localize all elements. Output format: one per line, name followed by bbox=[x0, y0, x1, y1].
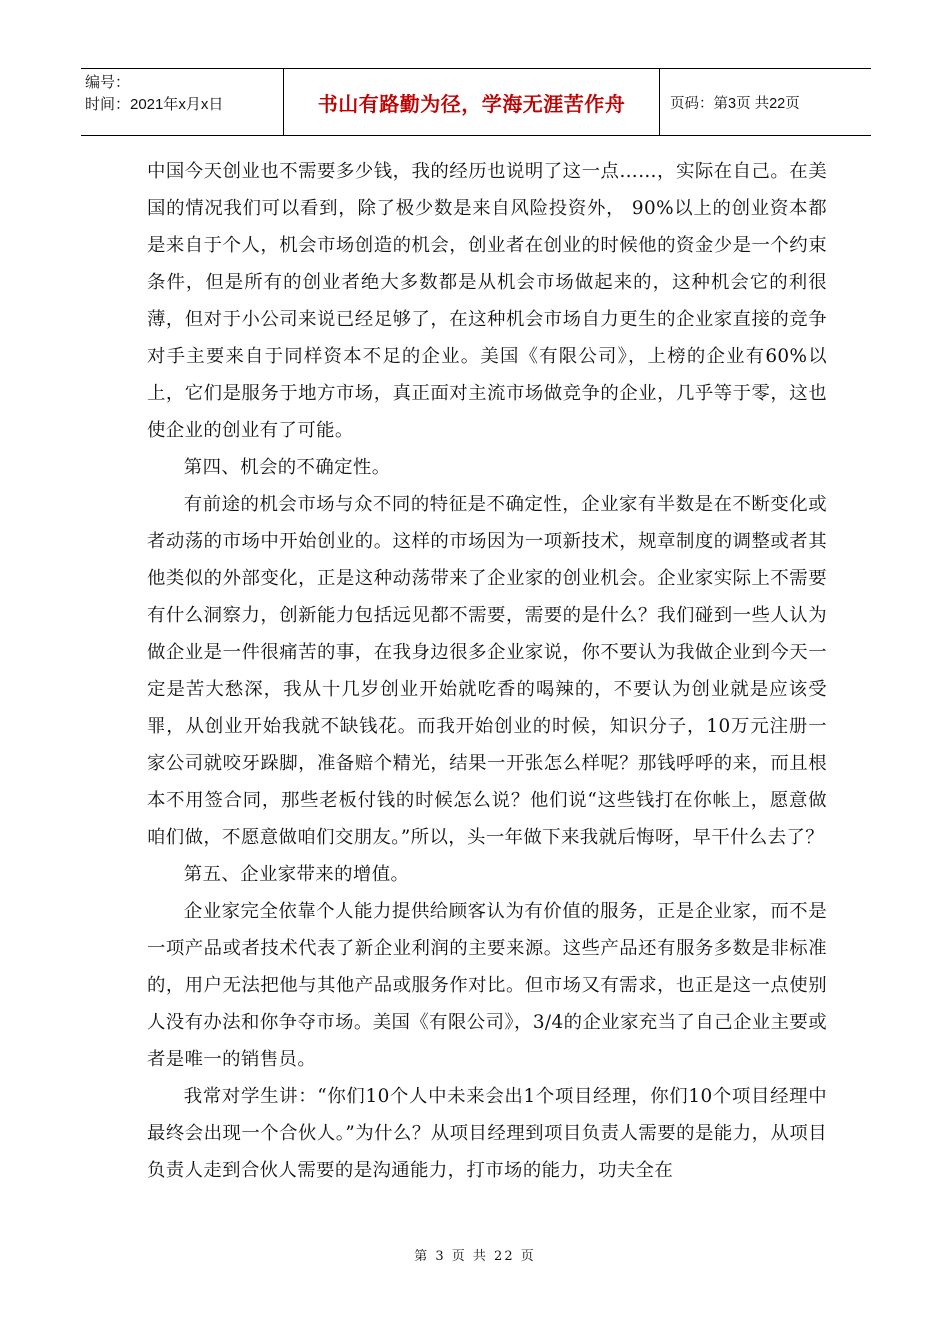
document-date: 时间：2021年x月x日 bbox=[85, 96, 224, 113]
header-motto: 书山有路勤为径，学海无涯苦作舟 bbox=[317, 91, 626, 116]
body-paragraph: 有前途的机会市场与众不同的特征是不确定性，企业家有半数是在不断变化或者动荡的市场中开始创业的。这样的市场因为一项新技术，规章制度的调整或者其他类似的外部变化，正是这种动荡带来了企业家的创业机会。企业家实际上不需要有什么洞察力，创新能力包括远见都不需要，需要的是什么？我们碰到一些人认为做企业是一件很痛苦的事，在我身边很多企业家说，你不要认为我做企业到今天一定是苦大愁深，我从十几岁创业开始就吃香的喝辣的，不要认为创业就是应该受罪，从创业开始我就不缺钱花。而我开始创业的时候，知识分子，10万元注册一家公司就咬牙跺脚，准备赔个精光，结果一开张怎么样呢？那钱呼呼的来，而且根本不用签合同，那些老板付钱的时候怎么说？他们说“这些钱打在你帐上，愿意做咱们做，不愿意做咱们交朋友。”所以，头一年做下来我就后悔呀，早干什么去了？ bbox=[147, 494, 827, 848]
document-header bbox=[81, 68, 871, 136]
page-footer bbox=[0, 1245, 950, 1264]
header-page-info: 页码：第3页 共22页 bbox=[670, 95, 800, 112]
body-paragraph: 中国今天创业也不需要多少钱，我的经历也说明了这一点……，实际在自己。在美国的情况我们可以看到，除了极少数是来自风险投资外， 90%以上的创业资本都是来自于个人，机会市场创造的机会，创业者在创业的时候他的资金少是一个约束条件，但是所有的创业者绝大多数都是从机会市场做起来的，这种机会它的利很薄，但对于小公司来说已经足够了，在这种机会市场自力更生的企业家直接的竞争对手主要来自于同样资本不足的企业。美国《有限公司》，上榜的企业有60%以上，它们是服务于地方市场，真正面对主流市场做竞争的企业，几乎等于零，这也使企业的创业有了可能。 bbox=[147, 161, 827, 441]
body-paragraph: 我常对学生讲：“你们10个人中未来会出1个项目经理，你们10个项目经理中最终会出现一个合伙人。”为什么？从项目经理到项目负责人需要的是能力，从项目负责人走到合伙人需要的是沟通能力，打市场的能力，功夫全在 bbox=[147, 1086, 827, 1181]
document-body bbox=[147, 153, 827, 1189]
body-paragraph: 企业家完全依靠个人能力提供给顾客认为有价值的服务，正是企业家，而不是一项产品或者技术代表了新企业利润的主要来源。这些产品还有服务多数是非标准的，用户无法把他与其他产品或服务作对比。但市场又有需求，也正是这一点使别人没有办法和你争夺市场。美国《有限公司》，3/4的企业家充当了自己企业主要或者是唯一的销售员。 bbox=[147, 901, 827, 1070]
header-page-cell bbox=[660, 69, 871, 135]
header-motto-cell bbox=[284, 69, 660, 135]
footer-page-number: 第 3 页 共 22 页 bbox=[414, 1249, 536, 1264]
section-heading: 第四、机会的不确定性。 bbox=[183, 457, 391, 478]
section-heading: 第五、企业家带来的增值。 bbox=[183, 864, 410, 885]
header-meta-cell bbox=[81, 69, 284, 135]
document-number-label: 编号： bbox=[85, 74, 131, 91]
